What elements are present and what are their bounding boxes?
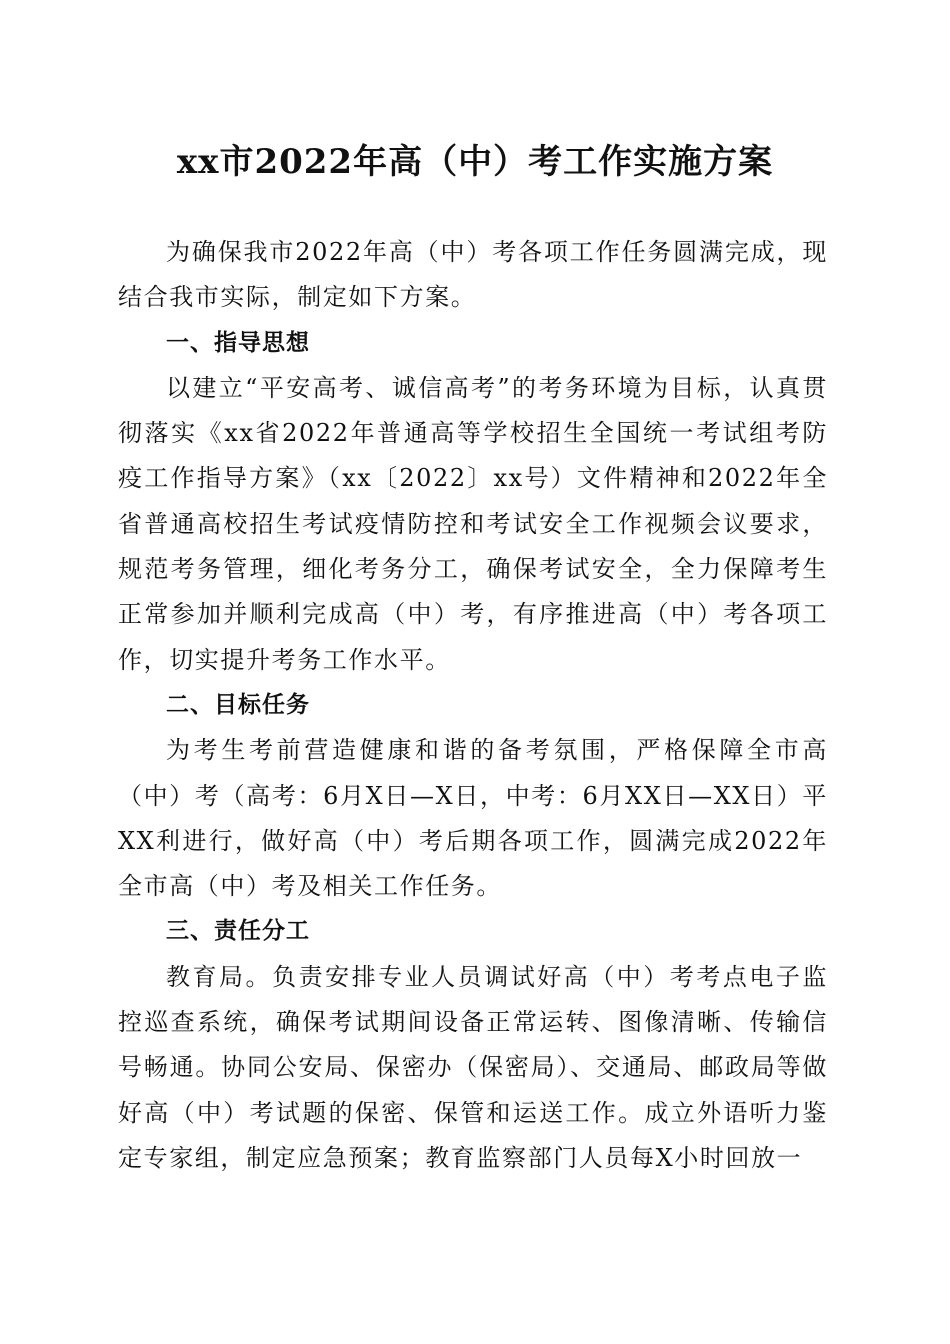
section-heading-objectives: 二、目标任务 [166,691,310,718]
section-paragraph-objectives: 为考生考前营造健康和谐的备考氛围，严格保障全市高（中）考（高考：6月X日—X日，中考：6月XX日—XX日）平XX利进行，做好高（中）考后期各项工作，圆满完成2022年全市高（中）考及相关工作任务。 [118,736,828,901]
document-title: xx市2022年高（中）考工作实施方案 [176,142,774,182]
section-heading-guiding-thought: 一、指导思想 [166,329,310,356]
section-paragraph-guiding-thought: 以建立“平安高考、诚信高考”的考务环境为目标，认真贯彻落实《xx省2022年普通高等学校招生全国统一考试组考防疫工作指导方案》（xx〔2022〕xx号）文件精神和2022年全省普通高校招生考试疫情防控和考试安全工作视频会议要求，规范考务管理，细化考务分工，确保考试安全，全力保障考生正常参加并顺利完成高（中）考，有序推进高（中）考各项工作，切实提升考务工作水平。 [118,373,828,674]
intro-paragraph: 为确保我市2022年高（中）考各项工作任务圆满完成，现结合我市实际，制定如下方案。 [118,238,828,312]
document-body [118,230,828,1181]
section-paragraph-responsibilities: 教育局。负责安排专业人员调试好高（中）考考点电子监控巡查系统，确保考试期间设备正常运转、图像清晰、传输信号畅通。协同公安局、保密办（保密局）、交通局、邮政局等做好高（中）考试题的保密、保管和运送工作。成立外语听力鉴定专家组，制定应急预案；教育监察部门人员每X小时回放一 [118,962,828,1172]
section-heading-responsibilities: 三、责任分工 [166,918,310,945]
